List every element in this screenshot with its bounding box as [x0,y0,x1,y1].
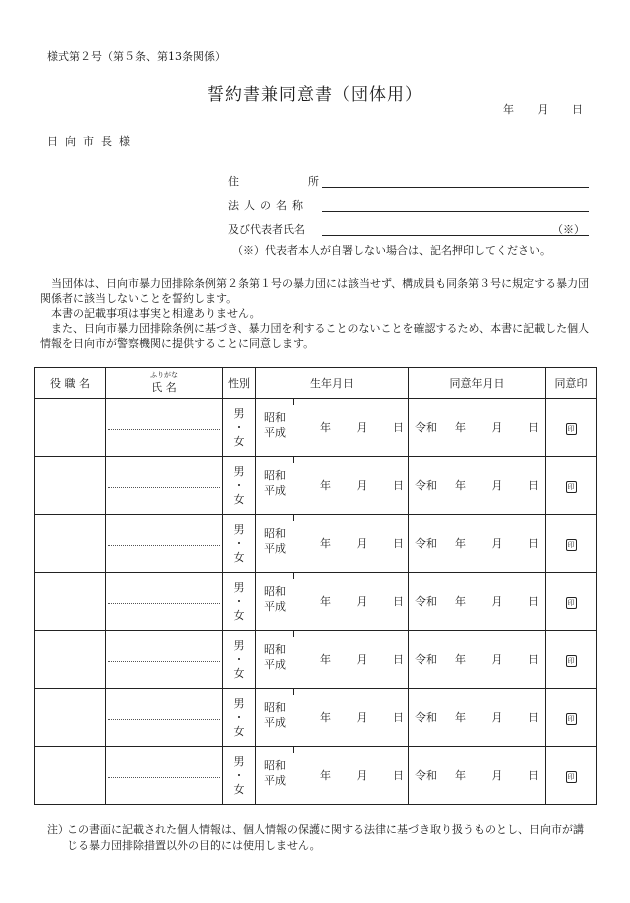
furigana-divider [108,777,220,778]
name-cell[interactable] [106,689,223,747]
seal-cell[interactable] [546,399,597,457]
table-row [35,515,597,573]
consent-date-cell[interactable] [409,399,546,457]
furigana-divider [108,661,220,662]
sex-cell[interactable]: 男 ・ 女 [223,747,256,805]
header-name: ふりがな 氏 名 [106,368,223,399]
sex-cell[interactable]: 男 ・ 女 [223,573,256,631]
representative-field[interactable] [322,234,589,236]
name-cell[interactable] [106,747,223,805]
position-cell[interactable] [35,573,106,631]
era-tick [293,457,294,463]
birth-date-cell[interactable] [256,515,409,573]
era-tick [293,573,294,579]
furigana-divider [108,487,220,488]
era-options: 昭和 平成 [264,527,286,555]
birth-ymd: 年 月 日 [320,595,404,608]
seal-cell[interactable] [546,631,597,689]
consent-ymd: 年 月 日 [455,479,539,492]
name-cell[interactable] [106,573,223,631]
address-field[interactable] [322,186,589,188]
consent-era: 令和 [415,537,437,550]
name-cell[interactable] [106,399,223,457]
birth-ymd: 年 月 日 [320,421,404,434]
era-tick [293,689,294,695]
footnote-text: この書面に記載された個人情報は、個人情報の保護に関する法律に基づき取り扱うものとし、日向市が講じる暴力団排除措置以外の目的には使用しません。 [67,823,584,852]
furigana-divider [108,603,220,604]
era-options: 昭和 平成 [264,759,286,787]
consent-date-cell[interactable] [409,689,546,747]
consent-date-cell[interactable] [409,747,546,805]
position-cell[interactable] [35,631,106,689]
name-cell[interactable] [106,457,223,515]
furigana-divider [108,545,220,546]
consent-era: 令和 [415,769,437,782]
address-label: 住 所 [228,175,319,188]
birth-ymd: 年 月 日 [320,653,404,666]
form-number: 様式第２号（第５条、第13条関係） [47,50,226,63]
era-tick [293,747,294,753]
birth-date-cell[interactable] [256,457,409,515]
birth-date-cell[interactable] [256,747,409,805]
table-row [35,399,597,457]
era-tick [293,515,294,521]
sex-cell[interactable]: 男 ・ 女 [223,689,256,747]
era-options: 昭和 平成 [264,411,286,439]
corp-name-field[interactable] [322,210,589,212]
era-options: 昭和 平成 [264,701,286,729]
position-cell[interactable] [35,399,106,457]
table-header-row [35,368,597,399]
pledge-paragraph-2: 本書の記載事項は事実と相違ありません。 [51,307,261,320]
consent-date-cell[interactable] [409,631,546,689]
era-tick [293,631,294,637]
name-cell[interactable] [106,631,223,689]
pledge-paragraph-1: 当団体は、日向市暴力団排除条例第２条第１号の暴力団には該当せず、構成員も同条第３号に規定する暴力団関係者に該当しないことを誓約します。 [40,277,590,305]
consent-era: 令和 [415,595,437,608]
furigana-divider [108,719,220,720]
consent-ymd: 年 月 日 [455,421,539,434]
birth-date-cell[interactable] [256,399,409,457]
position-cell[interactable] [35,689,106,747]
seal-cell[interactable] [546,747,597,805]
header-consent-date: 同意年月日 [409,368,546,399]
table-row [35,689,597,747]
document-title: 誓約書兼同意書（団体用） [207,85,423,105]
consent-era: 令和 [415,711,437,724]
header-sex: 性別 [223,368,256,399]
footnote [47,822,592,854]
table-row [35,747,597,805]
seal-icon: 印 [567,482,575,491]
footnote-label: 注） [47,823,69,836]
consent-era: 令和 [415,421,437,434]
sex-cell[interactable]: 男 ・ 女 [223,631,256,689]
birth-date-cell[interactable] [256,631,409,689]
corp-name-label: 法人の名称 [228,199,308,212]
members-table [34,367,597,805]
header-seal: 同意印 [546,368,597,399]
era-options: 昭和 平成 [264,643,286,671]
seal-icon: 印 [567,656,575,665]
consent-era: 令和 [415,479,437,492]
consent-date-cell[interactable] [409,515,546,573]
birth-date-cell[interactable] [256,573,409,631]
seal-icon: 印 [567,772,575,781]
era-options: 昭和 平成 [264,585,286,613]
seal-cell[interactable] [546,689,597,747]
consent-date-cell[interactable] [409,457,546,515]
pledge-paragraph-3: また、日向市暴力団排除条例に基づき、暴力団を利することのないことを確認するため、本書に記載した個人情報を日向市が警察機関に提供することに同意します。 [40,322,590,350]
birth-ymd: 年 月 日 [320,479,404,492]
name-cell[interactable] [106,515,223,573]
consent-ymd: 年 月 日 [455,595,539,608]
pledge-body [40,276,592,351]
seal-icon: 印 [567,424,575,433]
table-row [35,631,597,689]
addressee: 日向市長様 [47,135,137,148]
table-row [35,573,597,631]
date-line[interactable]: 年 月 日 [503,103,583,116]
signature-note: （※）代表者本人が自署しない場合は、記名押印してください。 [232,244,551,257]
representative-mark: （※） [552,223,585,236]
sex-cell[interactable]: 男 ・ 女 [223,399,256,457]
consent-ymd: 年 月 日 [455,653,539,666]
consent-ymd: 年 月 日 [455,711,539,724]
seal-icon: 印 [567,714,575,723]
birth-ymd: 年 月 日 [320,711,404,724]
birth-ymd: 年 月 日 [320,537,404,550]
position-cell[interactable] [35,457,106,515]
consent-era: 令和 [415,653,437,666]
representative-label: 及び代表者氏名 [228,223,305,236]
header-birth: 生年月日 [256,368,409,399]
era-options: 昭和 平成 [264,469,286,497]
sex-cell[interactable]: 男 ・ 女 [223,515,256,573]
consent-date-cell[interactable] [409,573,546,631]
furigana-divider [108,429,220,430]
birth-date-cell[interactable] [256,689,409,747]
consent-ymd: 年 月 日 [455,769,539,782]
seal-icon: 印 [567,540,575,549]
seal-cell[interactable] [546,573,597,631]
position-cell[interactable] [35,747,106,805]
table-row [35,457,597,515]
seal-cell[interactable] [546,457,597,515]
header-position: 役 職 名 [35,368,106,399]
consent-ymd: 年 月 日 [455,537,539,550]
seal-icon: 印 [567,598,575,607]
era-tick [293,399,294,405]
seal-cell[interactable] [546,515,597,573]
position-cell[interactable] [35,515,106,573]
birth-ymd: 年 月 日 [320,769,404,782]
sex-cell[interactable]: 男 ・ 女 [223,457,256,515]
